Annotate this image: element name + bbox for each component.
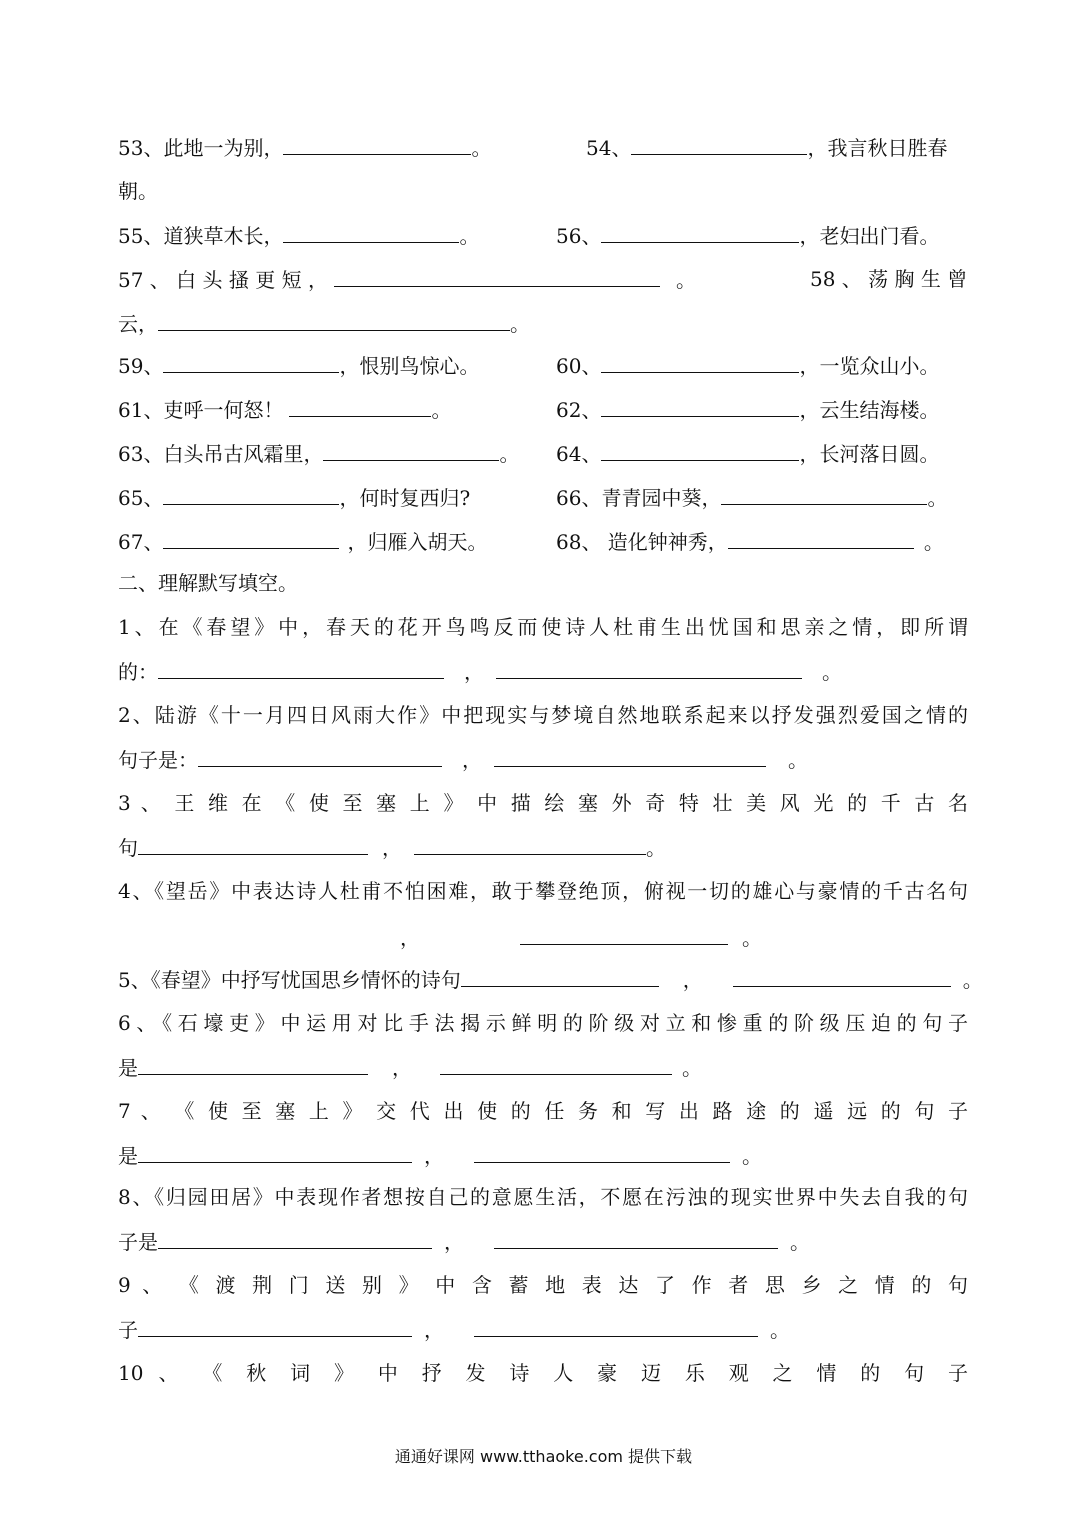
question-4-answer: ， 。 <box>400 922 762 952</box>
blank-61[interactable] <box>289 394 431 417</box>
item-67: 67、 ，归雁入胡天。 <box>118 526 487 556</box>
question-1-answer: 的： ， 。 <box>118 656 842 686</box>
blank-q5-a[interactable] <box>461 964 659 987</box>
blank-66[interactable] <box>721 482 927 505</box>
question-7-text: 7 、 《 使 至 塞 上 》 交 代 出 使 的 任 务 和 写 出 路 途 的 遥 远 的 句 子 <box>118 1099 968 1123</box>
blank-q6-b[interactable] <box>440 1052 672 1075</box>
question-3-answer: 句 ， 。 <box>118 832 666 862</box>
blank-q4[interactable] <box>520 922 728 945</box>
question-10-text: 10 、 《 秋 词 》 中 抒 发 诗 人 豪 迈 乐 观 之 情 的 句 子 <box>118 1361 968 1385</box>
item-68: 68、 造化钟神秀， 。 <box>556 526 944 556</box>
blank-65[interactable] <box>163 482 339 505</box>
item-54: 54、 ，我言秋日胜春 <box>586 132 947 162</box>
blank-q7-a[interactable] <box>138 1140 412 1163</box>
question-9-answer: 子 ， 。 <box>118 1314 790 1344</box>
item-58: 58 、 荡 胸 生 曾 <box>810 267 968 291</box>
blank-q1-a[interactable] <box>158 656 444 679</box>
item-63: 63、白头吊古风霜里， 。 <box>118 438 519 468</box>
item-58-continued: 云， 。 <box>118 308 530 338</box>
footer-source: 通通好课网 www.tthaoke.com 提供下载 <box>394 1447 693 1466</box>
blank-56[interactable] <box>601 220 799 243</box>
blank-q2-b[interactable] <box>494 744 766 767</box>
blank-q1-b[interactable] <box>496 656 802 679</box>
blank-67[interactable] <box>163 526 339 549</box>
blank-59[interactable] <box>163 350 339 373</box>
question-2-text: 2、陆游《十一月四日风雨大作》中把现实与梦境自然地联系起来以抒发强烈爱国之情的 <box>118 703 968 727</box>
blank-q7-b[interactable] <box>474 1140 730 1163</box>
blank-57[interactable] <box>334 264 660 287</box>
blank-58[interactable] <box>158 308 510 331</box>
item-53: 53、此地一为别， 。 <box>118 132 491 162</box>
item-55: 55、道狭草木长， 。 <box>118 220 479 250</box>
item-64: 64、 ，长河落日圆。 <box>556 438 939 468</box>
blank-q6-a[interactable] <box>138 1052 368 1075</box>
blank-q3-b[interactable] <box>414 832 646 855</box>
blank-q5-b[interactable] <box>733 964 951 987</box>
item-57: 57 、 白 头 搔 更 短 ， 。 <box>118 264 696 294</box>
blank-53[interactable] <box>283 132 471 155</box>
item-61: 61、吏呼一何怒！ 。 <box>118 394 451 424</box>
question-6-answer: 是 ， 。 <box>118 1052 702 1082</box>
item-66: 66、青青园中葵， 。 <box>556 482 947 512</box>
section-title: 二、理解默写填空。 <box>118 571 298 595</box>
blank-q3-a[interactable] <box>138 832 368 855</box>
blank-q8-b[interactable] <box>494 1226 778 1249</box>
item-56: 56、 ，老妇出门看。 <box>556 220 939 250</box>
item-62: 62、 ，云生结海楼。 <box>556 394 939 424</box>
item-54-continued: 朝。 <box>118 179 158 203</box>
blank-q8-a[interactable] <box>158 1226 432 1249</box>
blank-55[interactable] <box>283 220 459 243</box>
blank-q9-a[interactable] <box>138 1314 412 1337</box>
question-4-text: 4、《望岳》中表达诗人杜甫不怕困难，敢于攀登绝顶，俯视一切的雄心与豪情的千古名句 <box>118 879 968 903</box>
blank-54[interactable] <box>631 132 807 155</box>
blank-64[interactable] <box>601 438 799 461</box>
question-8-text: 8、《归园田居》中表现作者想按自己的意愿生活，不愿在污浊的现实世界中失去自我的句 <box>118 1185 968 1209</box>
blank-60[interactable] <box>601 350 799 373</box>
item-65: 65、 ，何时复西归? <box>118 482 470 512</box>
blank-q2-a[interactable] <box>198 744 442 767</box>
question-3-text: 3 、 王 维 在 《 使 至 塞 上 》 中 描 绘 塞 外 奇 特 壮 美 风 光 的 千 古 名 <box>118 791 968 815</box>
question-5: 5、《春望》中抒写忧国思乡情怀的诗句 ， 。 <box>118 964 983 994</box>
blank-68[interactable] <box>728 526 914 549</box>
question-2-answer: 句子是： ， 。 <box>118 744 808 774</box>
question-7-answer: 是 ， 。 <box>118 1140 762 1170</box>
blank-q9-b[interactable] <box>474 1314 758 1337</box>
question-8-answer: 子是 ， 。 <box>118 1226 810 1256</box>
blank-63[interactable] <box>323 438 499 461</box>
item-59: 59、 ，恨别鸟惊心。 <box>118 350 479 380</box>
blank-62[interactable] <box>601 394 799 417</box>
question-1-text: 1、在《春望》中，春天的花开鸟鸣反而使诗人杜甫生出忧国和思亲之情，即所谓 <box>118 615 968 639</box>
question-9-text: 9 、 《 渡 荆 门 送 别 》 中 含 蓄 地 表 达 了 作 者 思 乡 之 情 的 句 <box>118 1273 968 1297</box>
question-6-text: 6、《石壕吏》中运用对比手法揭示鲜明的阶级对立和惨重的阶级压迫的句子 <box>118 1011 968 1035</box>
item-60: 60、 ，一览众山小。 <box>556 350 939 380</box>
